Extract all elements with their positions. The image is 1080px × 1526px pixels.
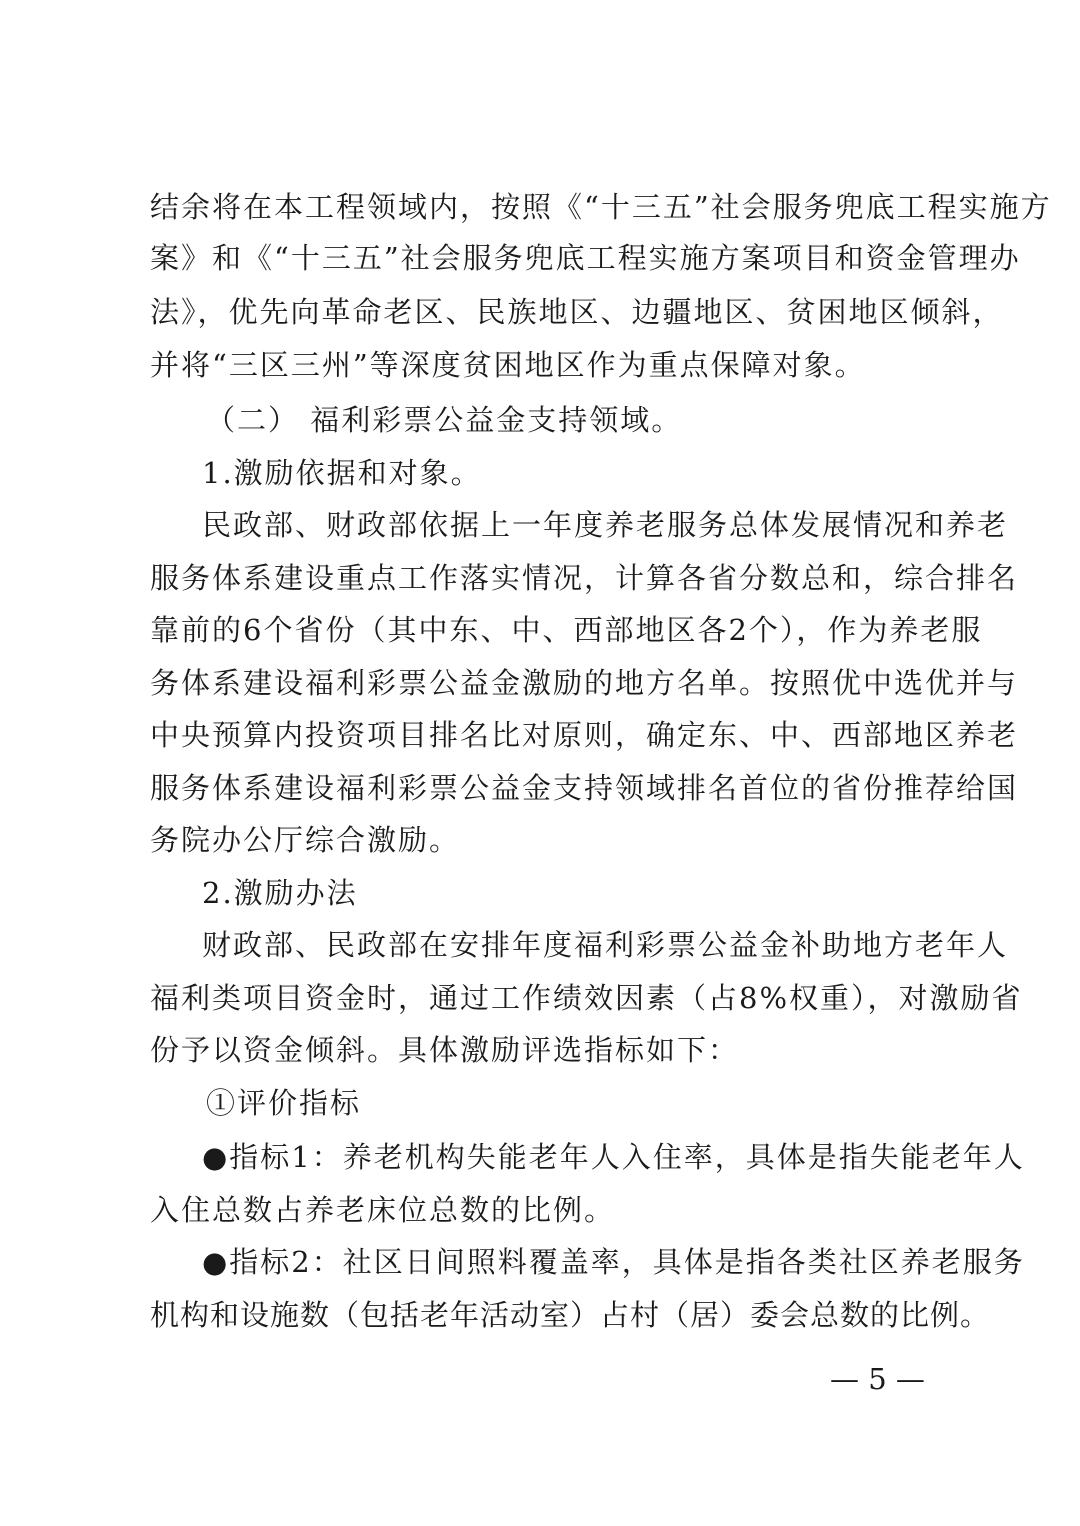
paragraph-line: 服务体系建设福利彩票公益金支持领域排名首位的省份推荐给国 (150, 771, 1019, 805)
paragraph-line: 并将“三区三州”等深度贫困地区作为重点保障对象。 (150, 348, 866, 382)
section-heading: （二） 福利彩票公益金支持领域。 (206, 403, 683, 437)
page-number: — 5 — (830, 1362, 925, 1396)
bullet-line: ●指标2：社区日间照料覆盖率，具体是指各类社区养老服务 (202, 1245, 1025, 1279)
paragraph-line: 中央预算内投资项目排名比对原则，确定东、中、西部地区养老 (150, 718, 1019, 752)
paragraph-line: 务体系建设福利彩票公益金激励的地方名单。按照优中选优并与 (150, 666, 1019, 700)
paragraph-line: 福利类项目资金时，通过工作绩效因素（占8%权重），对激励省 (150, 981, 1023, 1015)
list-heading: ①评价指标 (206, 1086, 362, 1120)
subsection-heading: 1.激励依据和对象。 (202, 456, 482, 490)
paragraph-line: 财政部、民政部在安排年度福利彩票公益金补助地方老年人 (202, 928, 1009, 962)
paragraph-line: 民政部、财政部依据上一年度养老服务总体发展情况和养老 (202, 508, 1009, 542)
paragraph-line: 份予以资金倾斜。具体激励评选指标如下： (150, 1033, 740, 1067)
paragraph-line: 结余将在本工程领域内，按照《“十三五”社会服务兜底工程实施方 (150, 190, 1052, 224)
subsection-heading: 2.激励办法 (202, 876, 358, 910)
paragraph-line: 法》，优先向革命老区、民族地区、边疆地区、贫困地区倾斜， (150, 295, 1004, 329)
paragraph-line: 入住总数占养老床位总数的比例。 (150, 1193, 616, 1227)
paragraph-line: 服务体系建设重点工作落实情况，计算各省分数总和，综合排名 (150, 561, 1019, 595)
paragraph-line: 靠前的6个省份（其中东、中、西部地区各2个），作为养老服 (150, 613, 983, 647)
paragraph-line: 机构和设施数（包括老年活动室）占村（居）委会总数的比例。 (150, 1298, 991, 1332)
paragraph-line: 务院办公厅综合激励。 (150, 823, 461, 857)
paragraph-line: 案》和《“十三五”社会服务兜底工程实施方案项目和资金管理办 (150, 241, 1021, 275)
bullet-line: ●指标1：养老机构失能老年人入住率，具体是指失能老年人 (202, 1140, 1025, 1174)
